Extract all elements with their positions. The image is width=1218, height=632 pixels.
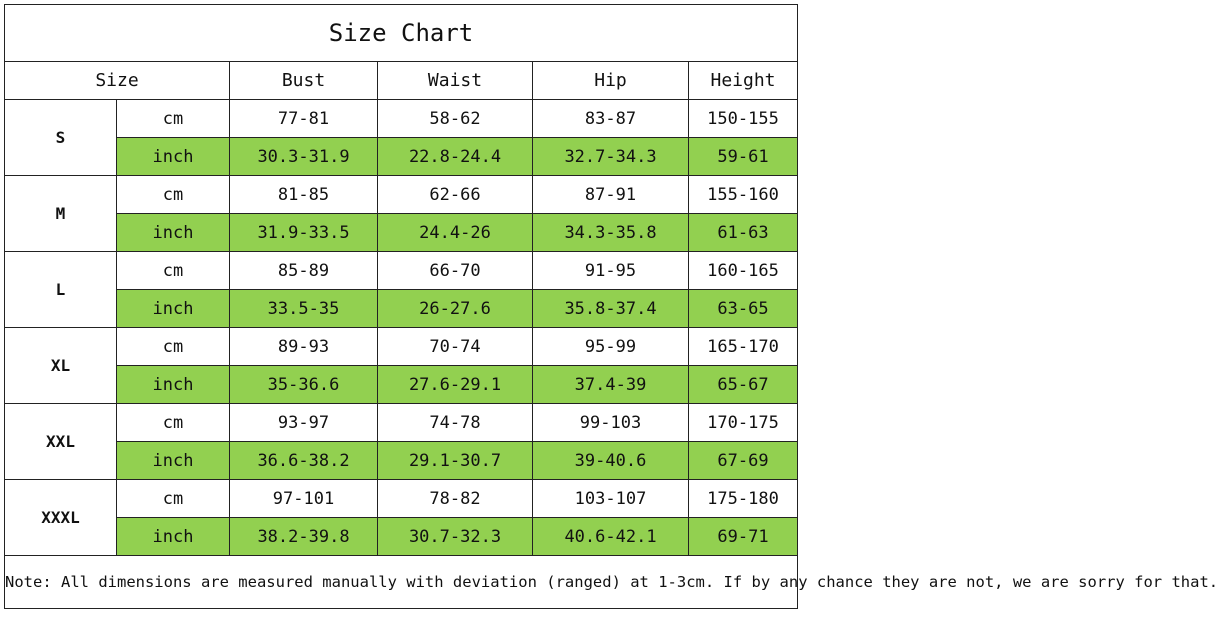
size-xxl-inch-row (5, 442, 798, 480)
size-s-cm-row (5, 100, 798, 138)
size-l-cm-hip: 91-95 (533, 252, 689, 290)
unit-cm-label: cm (117, 480, 230, 518)
size-l-inch-row (5, 290, 798, 328)
size-xl-cm-hip: 95-99 (533, 328, 689, 366)
size-l-cm-row (5, 252, 798, 290)
unit-cm-label: cm (117, 176, 230, 214)
size-xxxl-inch-height: 69-71 (689, 518, 798, 556)
size-xl-inch-height: 65-67 (689, 366, 798, 404)
size-xxl-cm-waist: 74-78 (378, 404, 533, 442)
size-s-cm-hip: 83-87 (533, 100, 689, 138)
size-s-cm-bust: 77-81 (230, 100, 378, 138)
size-xxxl-inch-hip: 40.6-42.1 (533, 518, 689, 556)
size-xxxl-cm-row (5, 480, 798, 518)
size-m-cm-hip: 87-91 (533, 176, 689, 214)
measurement-note: Note: All dimensions are measured manually with deviation (ranged) at 1-3cm. If by any chance they are not, we are sorry for that. (5, 556, 798, 609)
size-xl-inch-bust: 35-36.6 (230, 366, 378, 404)
size-l-inch-height: 63-65 (689, 290, 798, 328)
size-xl-cm-bust: 89-93 (230, 328, 378, 366)
size-xxl-inch-bust: 36.6-38.2 (230, 442, 378, 480)
size-s-inch-row (5, 138, 798, 176)
size-xxl-cm-hip: 99-103 (533, 404, 689, 442)
header-waist: Waist (378, 62, 533, 100)
size-m-cm-bust: 81-85 (230, 176, 378, 214)
size-xxxl-cm-bust: 97-101 (230, 480, 378, 518)
size-chart-table (4, 4, 1218, 609)
size-m-inch-row (5, 214, 798, 252)
size-s-inch-bust: 30.3-31.9 (230, 138, 378, 176)
size-xl-inch-waist: 27.6-29.1 (378, 366, 533, 404)
size-m-cm-waist: 62-66 (378, 176, 533, 214)
header-bust: Bust (230, 62, 378, 100)
header-height: Height (689, 62, 798, 100)
size-m-cm-height: 155-160 (689, 176, 798, 214)
unit-cm-label: cm (117, 252, 230, 290)
size-m-inch-bust: 31.9-33.5 (230, 214, 378, 252)
unit-inch-label: inch (117, 442, 230, 480)
size-xxl-cm-row (5, 404, 798, 442)
size-xxxl-cm-waist: 78-82 (378, 480, 533, 518)
unit-cm-label: cm (117, 404, 230, 442)
size-l-inch-hip: 35.8-37.4 (533, 290, 689, 328)
size-xl-inch-row (5, 366, 798, 404)
size-xxxl-cm-hip: 103-107 (533, 480, 689, 518)
unit-inch-label: inch (117, 518, 230, 556)
size-s-inch-height: 59-61 (689, 138, 798, 176)
unit-inch-label: inch (117, 290, 230, 328)
size-xxxl-inch-bust: 38.2-39.8 (230, 518, 378, 556)
title-row (5, 5, 798, 62)
size-xxl-cm-height: 170-175 (689, 404, 798, 442)
size-m-label: M (5, 176, 117, 252)
size-s-inch-hip: 32.7-34.3 (533, 138, 689, 176)
size-xxxl-inch-row (5, 518, 798, 556)
unit-cm-label: cm (117, 328, 230, 366)
size-m-inch-waist: 24.4-26 (378, 214, 533, 252)
size-l-inch-waist: 26-27.6 (378, 290, 533, 328)
size-m-inch-hip: 34.3-35.8 (533, 214, 689, 252)
size-xl-inch-hip: 37.4-39 (533, 366, 689, 404)
size-l-label: L (5, 252, 117, 328)
unit-inch-label: inch (117, 366, 230, 404)
chart-title: Size Chart (5, 5, 798, 62)
size-xl-cm-waist: 70-74 (378, 328, 533, 366)
size-xl-cm-row (5, 328, 798, 366)
size-l-cm-height: 160-165 (689, 252, 798, 290)
size-l-cm-waist: 66-70 (378, 252, 533, 290)
size-m-inch-height: 61-63 (689, 214, 798, 252)
size-s-cm-waist: 58-62 (378, 100, 533, 138)
unit-cm-label: cm (117, 100, 230, 138)
size-xxl-inch-height: 67-69 (689, 442, 798, 480)
size-m-cm-row (5, 176, 798, 214)
header-size: Size (5, 62, 230, 100)
size-xxl-inch-waist: 29.1-30.7 (378, 442, 533, 480)
size-xl-label: XL (5, 328, 117, 404)
header-row (5, 62, 798, 100)
unit-inch-label: inch (117, 138, 230, 176)
size-l-inch-bust: 33.5-35 (230, 290, 378, 328)
size-xxxl-inch-waist: 30.7-32.3 (378, 518, 533, 556)
size-s-label: S (5, 100, 117, 176)
note-row (5, 556, 798, 609)
size-l-cm-bust: 85-89 (230, 252, 378, 290)
size-s-inch-waist: 22.8-24.4 (378, 138, 533, 176)
size-xxl-inch-hip: 39-40.6 (533, 442, 689, 480)
size-xl-cm-height: 165-170 (689, 328, 798, 366)
size-xxxl-cm-height: 175-180 (689, 480, 798, 518)
header-hip: Hip (533, 62, 689, 100)
size-xxxl-label: XXXL (5, 480, 117, 556)
size-xxl-label: XXL (5, 404, 117, 480)
size-xxl-cm-bust: 93-97 (230, 404, 378, 442)
size-s-cm-height: 150-155 (689, 100, 798, 138)
unit-inch-label: inch (117, 214, 230, 252)
